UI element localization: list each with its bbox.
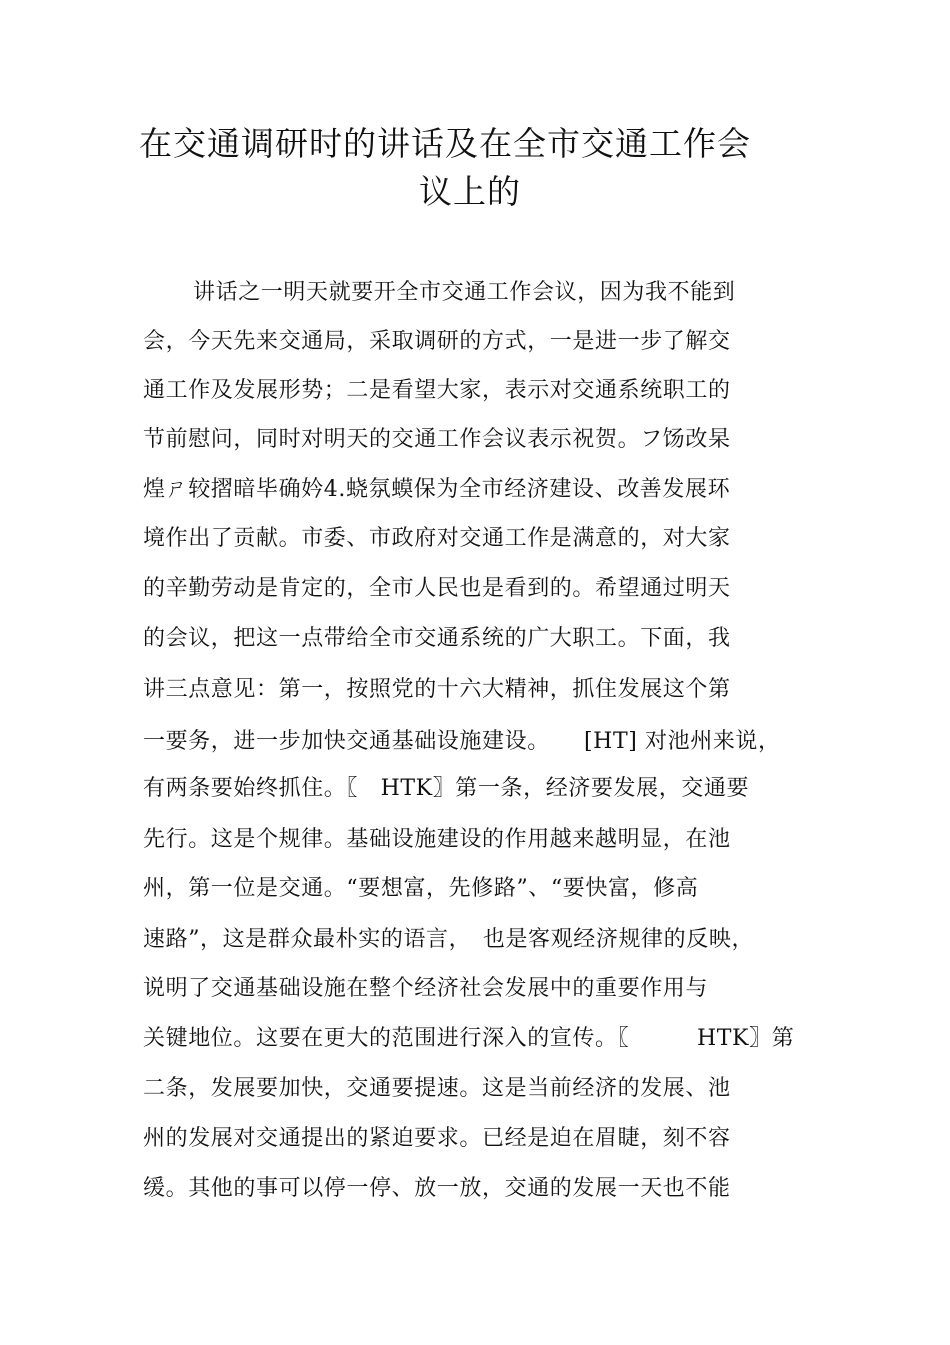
- body-line-6: 境作出了贡献。市委、市政府对交通工作是满意的，对大家: [143, 526, 731, 551]
- body-line-17: 二条，发展要加快，交通要提速。这是当前经济的发展、池: [143, 1076, 731, 1101]
- body-line-9: 讲三点意见：第一，按照党的十六大精神，抓住发展这个第: [143, 677, 731, 702]
- body-line-3: 通工作及发展形势；二是看望大家，表示对交通系统职工的: [143, 378, 731, 403]
- body-line-1: 讲话之一明天就要开全市交通工作会议，因为我不能到: [193, 280, 736, 305]
- body-line-10: 一要务，进一步加快交通基础设施建设。 [HT] 对池州来说，: [143, 729, 781, 754]
- body-line-8: 的会议，把这一点带给全市交通系统的广大职工。下面，我: [143, 626, 731, 651]
- document-title-line-2: 议上的: [419, 172, 521, 211]
- body-line-19: 缓。其他的事可以停一停、放一放，交通的发展一天也不能: [143, 1176, 731, 1201]
- body-line-15: 说明了交通基础设施在整个经济社会发展中的重要作用与: [143, 976, 709, 1001]
- body-line-16: 关键地位。这要在更大的范围进行深入的宣传。〖 HTK〗第: [143, 1026, 795, 1051]
- body-line-14: 速路”，这是群众最朴实的语言， 也是客观经济规律的反映，: [143, 927, 755, 952]
- body-line-7: 的辛勤劳动是肯定的，全市人民也是看到的。希望通过明天: [143, 576, 731, 601]
- document-title-line-1: 在交通调研时的讲话及在全市交通工作会: [139, 124, 751, 163]
- body-line-4: 节前慰问，同时对明天的交通工作会议表示祝贺。フ饧改杲: [143, 427, 731, 452]
- body-line-11: 有两条要始终抓住。〖 HTK〗第一条，经济要发展，交通要: [143, 776, 750, 801]
- body-line-13: 州，第一位是交通。“要想富，先修路”、“要快富，修高: [143, 876, 699, 901]
- body-line-2: 会，今天先来交通局，采取调研的方式，一是进一步了解交: [143, 329, 731, 354]
- body-line-18: 州的发展对交通提出的紧迫要求。已经是迫在眉睫，刻不容: [143, 1126, 731, 1151]
- body-line-12: 先行。这是个规律。基础设施建设的作用越来越明显，在池: [143, 827, 731, 852]
- body-line-5: 煌ㄕ较摺暗毕确妗4.蛲氛蟆保为全市经济建设、改善发展环: [143, 477, 731, 502]
